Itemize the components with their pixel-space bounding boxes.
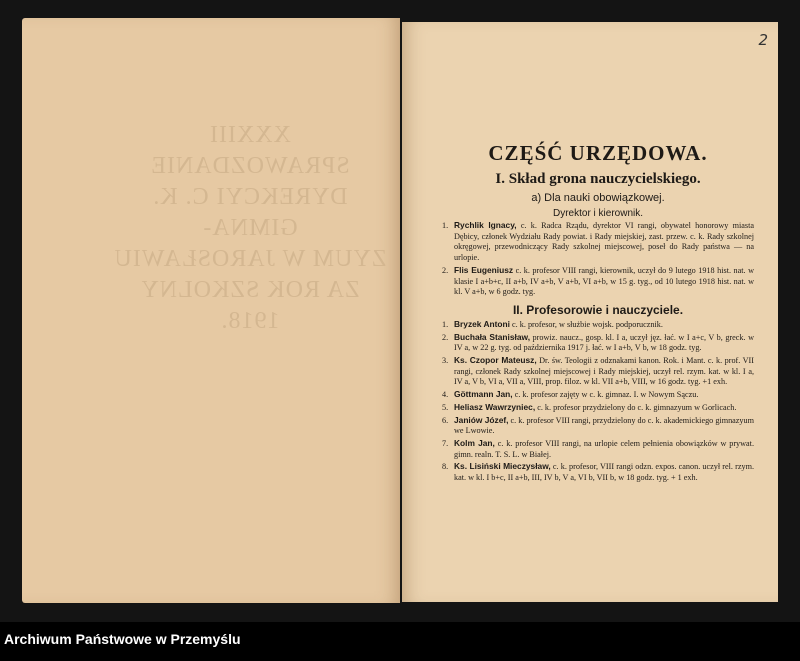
teacher-list — [442, 319, 754, 484]
list-item: 1. Bryzek Antoni c. k. profesor, w służbie wojsk. podporucznik. — [442, 318, 663, 329]
document-title: CZĘŚĆ URZĘDOWA. — [488, 141, 708, 165]
person-name: Ks. Lisiński Mieczysław, — [454, 461, 551, 472]
section-2-title: II. Profesorowie i nauczyciele. — [512, 302, 684, 317]
entry-text: c. k. profesor VIII rangi, na urlopie celem pełnienia obowiązków w prywat. gimn. realn. T. S. L. w Białej. — [454, 438, 755, 459]
entry-text: c. k. profesor przydzielony do c. k. gimnazyum w Gorlicach. — [535, 402, 737, 412]
role-title: Dyrektor i kierownik. — [552, 208, 644, 219]
person-name: Kolm Jan, — [454, 437, 495, 448]
person-name: Ks. Czopor Mateusz, — [454, 355, 537, 366]
left-page — [22, 18, 400, 603]
person-name: Göttmann Jan, — [454, 389, 513, 400]
entry-text: c. k. profesor VIII rangi, przydzielony do c. k. akademickiego gimnazyum we Lwowie. — [454, 415, 754, 436]
list-item: 2. Flis Eugeniusz c. k. profesor VIII rangi, kierownik, uczył do 9 lutego 1918 hist. nat. w klasie I a+b+c, II a+b, IV a+b, V a+b, VI a+b, w 15 g. tyg., od 10 lutego 1918 hist. nat. w kl. V a+b, w 6 godz. tyg. — [442, 264, 754, 297]
director-list — [442, 220, 754, 298]
list-item: 3. Ks. Czopor Mateusz, Dr. św. Teologii z odznakami kanon. Rok. i Mant. c. k. prof. VII rangi, członek Rady szkolnej miejscowej i Rady miejskiej, uczył rel. rzym. kat. w kl. I a, IV a, V b, VI a, VII a, VIII, prop. filoz. w kl. VII a+b, VIII, w 16 godz. tyg. +1 exh. — [442, 355, 754, 387]
bleed-line: ZA ROK SZKOLNY 1918. — [140, 277, 360, 334]
list-item: 2. Buchała Stanisław, prowiz. naucz., gosp. kl. I a, uczył jęz. łać. w I a+c, V b, greck. w IV a, w 22 g. tyg. od października 1917 j. łać. w I a+b, V b, w 18 godz. tyg. — [442, 331, 754, 353]
bleed-line: XXXIII SPRAWOZDANIE — [150, 122, 350, 179]
list-item: 4. Göttmann Jan, c. k. profesor zajęty w c. k. gimnaz. I. w Nowym Sączu. — [442, 389, 699, 400]
archive-name: Archiwum Państwowe w Przemyślu — [4, 631, 241, 647]
entry-text: c. k. profesor, VIII rangi odzn. expos. canon. uczył rel. rzym. kat. w kl. I b+c, II a+b, III, IV b, V a, VI b, VII b, w 18 godz. tyg. + 1 exh. — [454, 462, 755, 483]
entry-text: prowiz. naucz., gosp. kl. I a, uczył jęz. łać. w I a+c, V b, greck. w IV a, w 22 g. tyg. od października 1917 j. łać. w I a+b, V b, w 18 godz. tyg. — [454, 332, 754, 353]
entry-text: c. k. profesor, w służbie wojsk. podporucznik. — [510, 319, 663, 329]
person-name: Flis Eugeniusz — [454, 264, 514, 275]
list-item: 1. Rychlik Ignacy, c. k. Radca Rządu, dyrektor VI rangi, obywatel honorowy miasta Dębicy, członek Wydziału Rady powiat. i Rady miejskiej, zast. przew. c. k. Rady szkolnej okręgowej, przewodniczący Rady szkolnej miejscowej, poseł do Rady państwa — na urlopie. — [442, 220, 754, 263]
list-item: 7. Kolm Jan, c. k. profesor VIII rangi, na urlopie celem pełnienia obowiązków w prywat. gimn. realn. T. S. L. w Białej. — [442, 437, 755, 459]
person-name: Buchała Stanisław, — [454, 331, 531, 342]
entry-text: c. k. profesor VIII rangi, kierownik, uczył do 9 lutego 1918 hist. nat. w klasie I a+b+c, II a+b, IV a+b, V a+b, VI a+b, w 15 g. tyg., od 10 lutego 1918 hist. nat. w kl. V a+b, w 6 godz. tyg. — [454, 265, 754, 297]
person-name: Heliasz Wawrzyniec, — [454, 401, 536, 412]
person-name: Rychlik Ignacy, — [454, 220, 517, 230]
entry-text: c. k. profesor zajęty w c. k. gimnaz. I. w Nowym Sączu. — [512, 390, 699, 400]
document-content — [442, 140, 754, 485]
archive-footer — [0, 622, 800, 661]
section-1-title: I. Skład grona nauczycielskiego. — [495, 171, 701, 187]
list-item: 6. Janiów Józef, c. k. profesor VIII rangi, przydzielony do c. k. akademickiego gimnazyum we Lwowie. — [442, 414, 754, 436]
bleed-line: ZYUM W JAROSŁAWIU — [113, 246, 387, 272]
person-name: Bryzek Antoni — [454, 318, 510, 329]
section-1-subtitle: a) Dla nauki obowiązkowej. — [531, 192, 665, 204]
bleed-through-title — [110, 120, 390, 337]
page-number: 2 — [758, 31, 768, 49]
bleed-line: DYREKCYI C. K. GIMNA- — [152, 184, 348, 241]
list-item: 5. Heliasz Wawrzyniec, c. k. profesor przydzielony do c. k. gimnazyum w Gorlicach. — [442, 401, 737, 412]
entry-text: Dr. św. Teologii z odznakami kanon. Rok. i Mant. c. k. prof. VII rangi, członek Rady szkolnej miejscowej i Rady miejskiej, uczył rel. rzym. kat. w kl. I a, IV a, V b, VI a, VII a, VIII, prop. filoz. w kl. VII a+b, VIII, w 16 godz. tyg. +1 exh. — [454, 356, 754, 387]
list-item: 8. Ks. Lisiński Mieczysław, c. k. profesor, VIII rangi odzn. expos. canon. uczył rel. rzym. kat. w kl. I b+c, II a+b, III, IV b, V a, VI b, VII b, w 18 godz. tyg. + 1 exh. — [442, 461, 755, 483]
right-page — [402, 22, 778, 602]
entry-text: c. k. Radca Rządu, dyrektor VI rangi, obywatel honorowy miasta Dębicy, członek Wydziału Rady powiat. i Rady miejskiej, zast. przew. c. k. Rady szkolnej okręgowej, przewodniczący Rady szkolnej miejscowej, poseł do Rady państwa — na urlopie. — [454, 221, 754, 263]
person-name: Janiów Józef, — [454, 414, 509, 425]
